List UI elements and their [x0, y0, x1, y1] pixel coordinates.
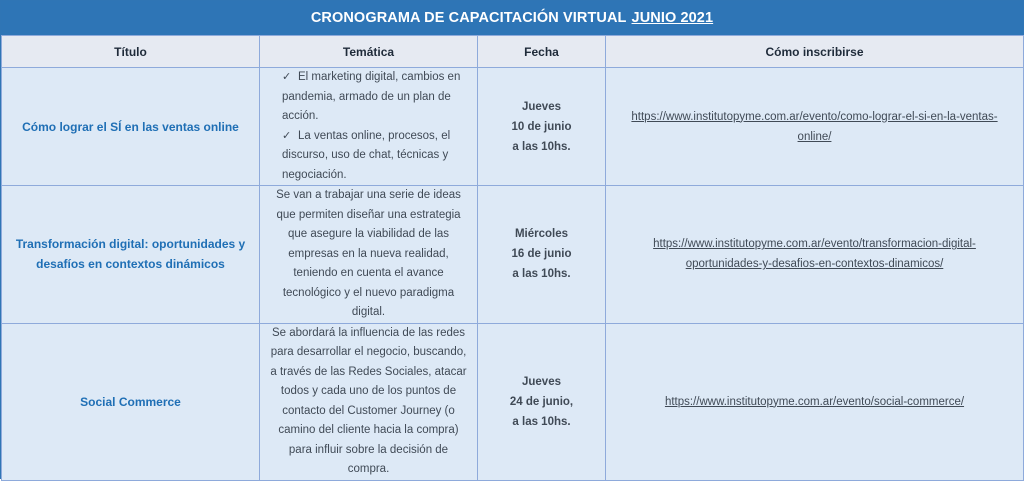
schedule-table: [1, 35, 1024, 481]
course-date: [478, 323, 606, 480]
header-titulo: Título: [2, 36, 260, 68]
registration-link[interactable]: https://www.institutopyme.com.ar/evento/transformacion-digital-oportunidades-y-desafios-en-contextos-dinamicos/: [653, 238, 976, 271]
check-mark-icon: ✓: [282, 71, 292, 83]
header-row: [2, 36, 1024, 68]
date-time: a las 10hs.: [512, 415, 571, 428]
date-date: 24 de junio,: [509, 395, 574, 408]
topic-item: [282, 127, 469, 186]
date-day: Jueves: [521, 375, 561, 388]
registration-cell: [606, 323, 1024, 480]
registration-link[interactable]: https://www.institutopyme.com.ar/evento/como-lograr-el-si-en-la-ventas-online/: [631, 110, 998, 143]
course-title: Social Commerce: [2, 323, 260, 480]
topic-item: [282, 68, 469, 127]
date-date: 16 de junio: [511, 248, 572, 261]
table-row: [2, 68, 1024, 186]
schedule-banner: [1, 1, 1023, 35]
date-date: 10 de junio: [511, 120, 572, 133]
topic-text: El marketing digital, cambios en pandemia, armado de un plan de acción.: [282, 71, 461, 122]
date-day: Jueves: [521, 100, 561, 113]
course-title: Transformación digital: oportunidades y desafíos en contextos dinámicos: [2, 186, 260, 324]
banner-title: CRONOGRAMA DE CAPACITACIÓN VIRTUAL: [310, 10, 627, 26]
course-title: Cómo lograr el SÍ en las ventas online: [2, 68, 260, 186]
banner-month: JUNIO 2021: [631, 10, 714, 26]
registration-cell: [606, 186, 1024, 324]
course-topics: [260, 68, 478, 186]
check-mark-icon: ✓: [282, 129, 292, 142]
header-inscribirse: Cómo inscribirse: [606, 36, 1024, 68]
course-date: [478, 68, 606, 186]
table-row: [2, 323, 1024, 480]
course-topics: Se abordará la influencia de las redes para desarrollar el negocio, buscando, a través de las Redes Sociales, atacar todos y cada uno de los puntos de contacto del Customer Journey (o camino del cliente hacia la compra) para influir sobre la decisión de compra.: [260, 323, 478, 480]
table-row: [2, 186, 1024, 324]
course-topics: Se van a trabajar una serie de ideas que permiten diseñar una estrategia que asegure la viabilidad de las empresas en la nueva realidad, teniendo en cuenta el avance tecnológico y el nuevo paradigma digital.: [260, 186, 478, 324]
course-date: [478, 186, 606, 324]
date-time: a las 10hs.: [512, 140, 571, 153]
topic-text: La ventas online, procesos, el discurso, uso de chat, técnicas y negociación.: [282, 129, 451, 181]
header-fecha: Fecha: [478, 36, 606, 68]
date-time: a las 10hs.: [512, 268, 571, 281]
registration-cell: [606, 68, 1024, 186]
header-tematica: Temática: [260, 36, 478, 68]
date-day: Miércoles: [514, 228, 569, 241]
registration-link[interactable]: https://www.institutopyme.com.ar/evento/social-commerce/: [664, 395, 965, 408]
